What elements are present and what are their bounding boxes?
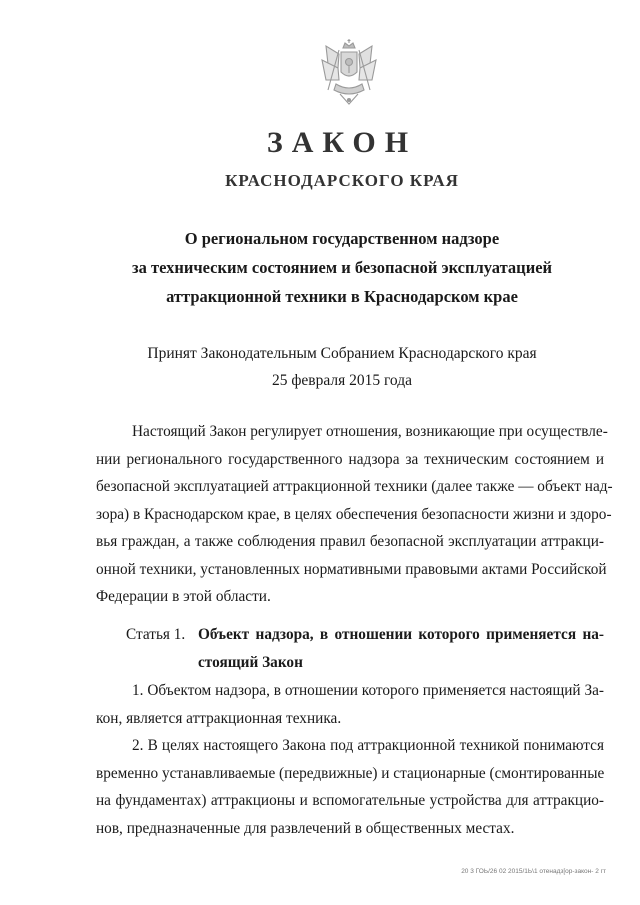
article-1-paragraph-1: [96, 677, 604, 732]
text-line: зора) в Краснодарском крае, в целях обеспечения безопасности жизни и здоро-: [96, 505, 612, 523]
adoption-info: [0, 340, 640, 394]
subject-line: за техническим состоянием и безопасной эксплуатацией: [131, 258, 553, 277]
adopted-by: Принят Законодательным Собранием Краснодарского края: [147, 345, 537, 362]
text-line: нов, предназначенные для развлечений в общественных местах.: [96, 819, 515, 837]
text-line: Настоящий Закон регулирует отношения, возникающие при осуществле-: [132, 423, 608, 440]
subject-line: О региональном государственном надзоре: [184, 229, 500, 248]
text-line: вья граждан, а также соблюдения правил безопасной эксплуатации аттракци-: [96, 533, 604, 550]
adoption-date: 25 февраля 2015 года: [271, 372, 413, 389]
text-line: нии регионального государственного надзора за техническим состоянием и: [96, 450, 604, 468]
article-title-line: Объект надзора, в отношении которого применяется на-: [198, 626, 604, 643]
text-line: онной техники, установленных нормативными правовыми актами Российской: [96, 560, 607, 578]
document-code-footer: 20 3 ГОЬ/26 02 2015/1Ь\1 отенадз[ор-закон- 2 гт: [461, 868, 606, 875]
text-line: кон, является аттракционная техника.: [96, 709, 342, 727]
text-line: временно устанавливаемые (передвижные) и стационарные (смонтированные: [96, 764, 605, 782]
article-1-paragraph-2: [96, 732, 604, 842]
article-title: [198, 621, 604, 676]
article-number: Статья 1.: [126, 626, 186, 643]
coat-of-arms-icon: [318, 38, 380, 106]
preamble-paragraph: [96, 418, 613, 611]
article-title-line: стоящий Закон: [198, 653, 303, 671]
subject-line: аттракционной техники в Краснодарском крае: [166, 287, 518, 306]
text-line: безопасной эксплуатацией аттракционной техники (далее также — объект над-: [96, 478, 613, 495]
law-title: ЗАКОН: [266, 126, 418, 159]
law-subject: [0, 224, 640, 311]
text-line: 1. Объектом надзора, в отношении которого применяется настоящий За-: [132, 682, 604, 699]
text-line: на фундаментах) аттракционы и вспомогательные устройства для аттракцио-: [96, 792, 604, 809]
text-line: Федерации в этой области.: [96, 588, 271, 605]
region-name: КРАСНОДАРСКОГО КРАЯ: [225, 171, 459, 190]
text-line: 2. В целях настоящего Закона под аттракционной техникой понимаются: [132, 737, 604, 754]
